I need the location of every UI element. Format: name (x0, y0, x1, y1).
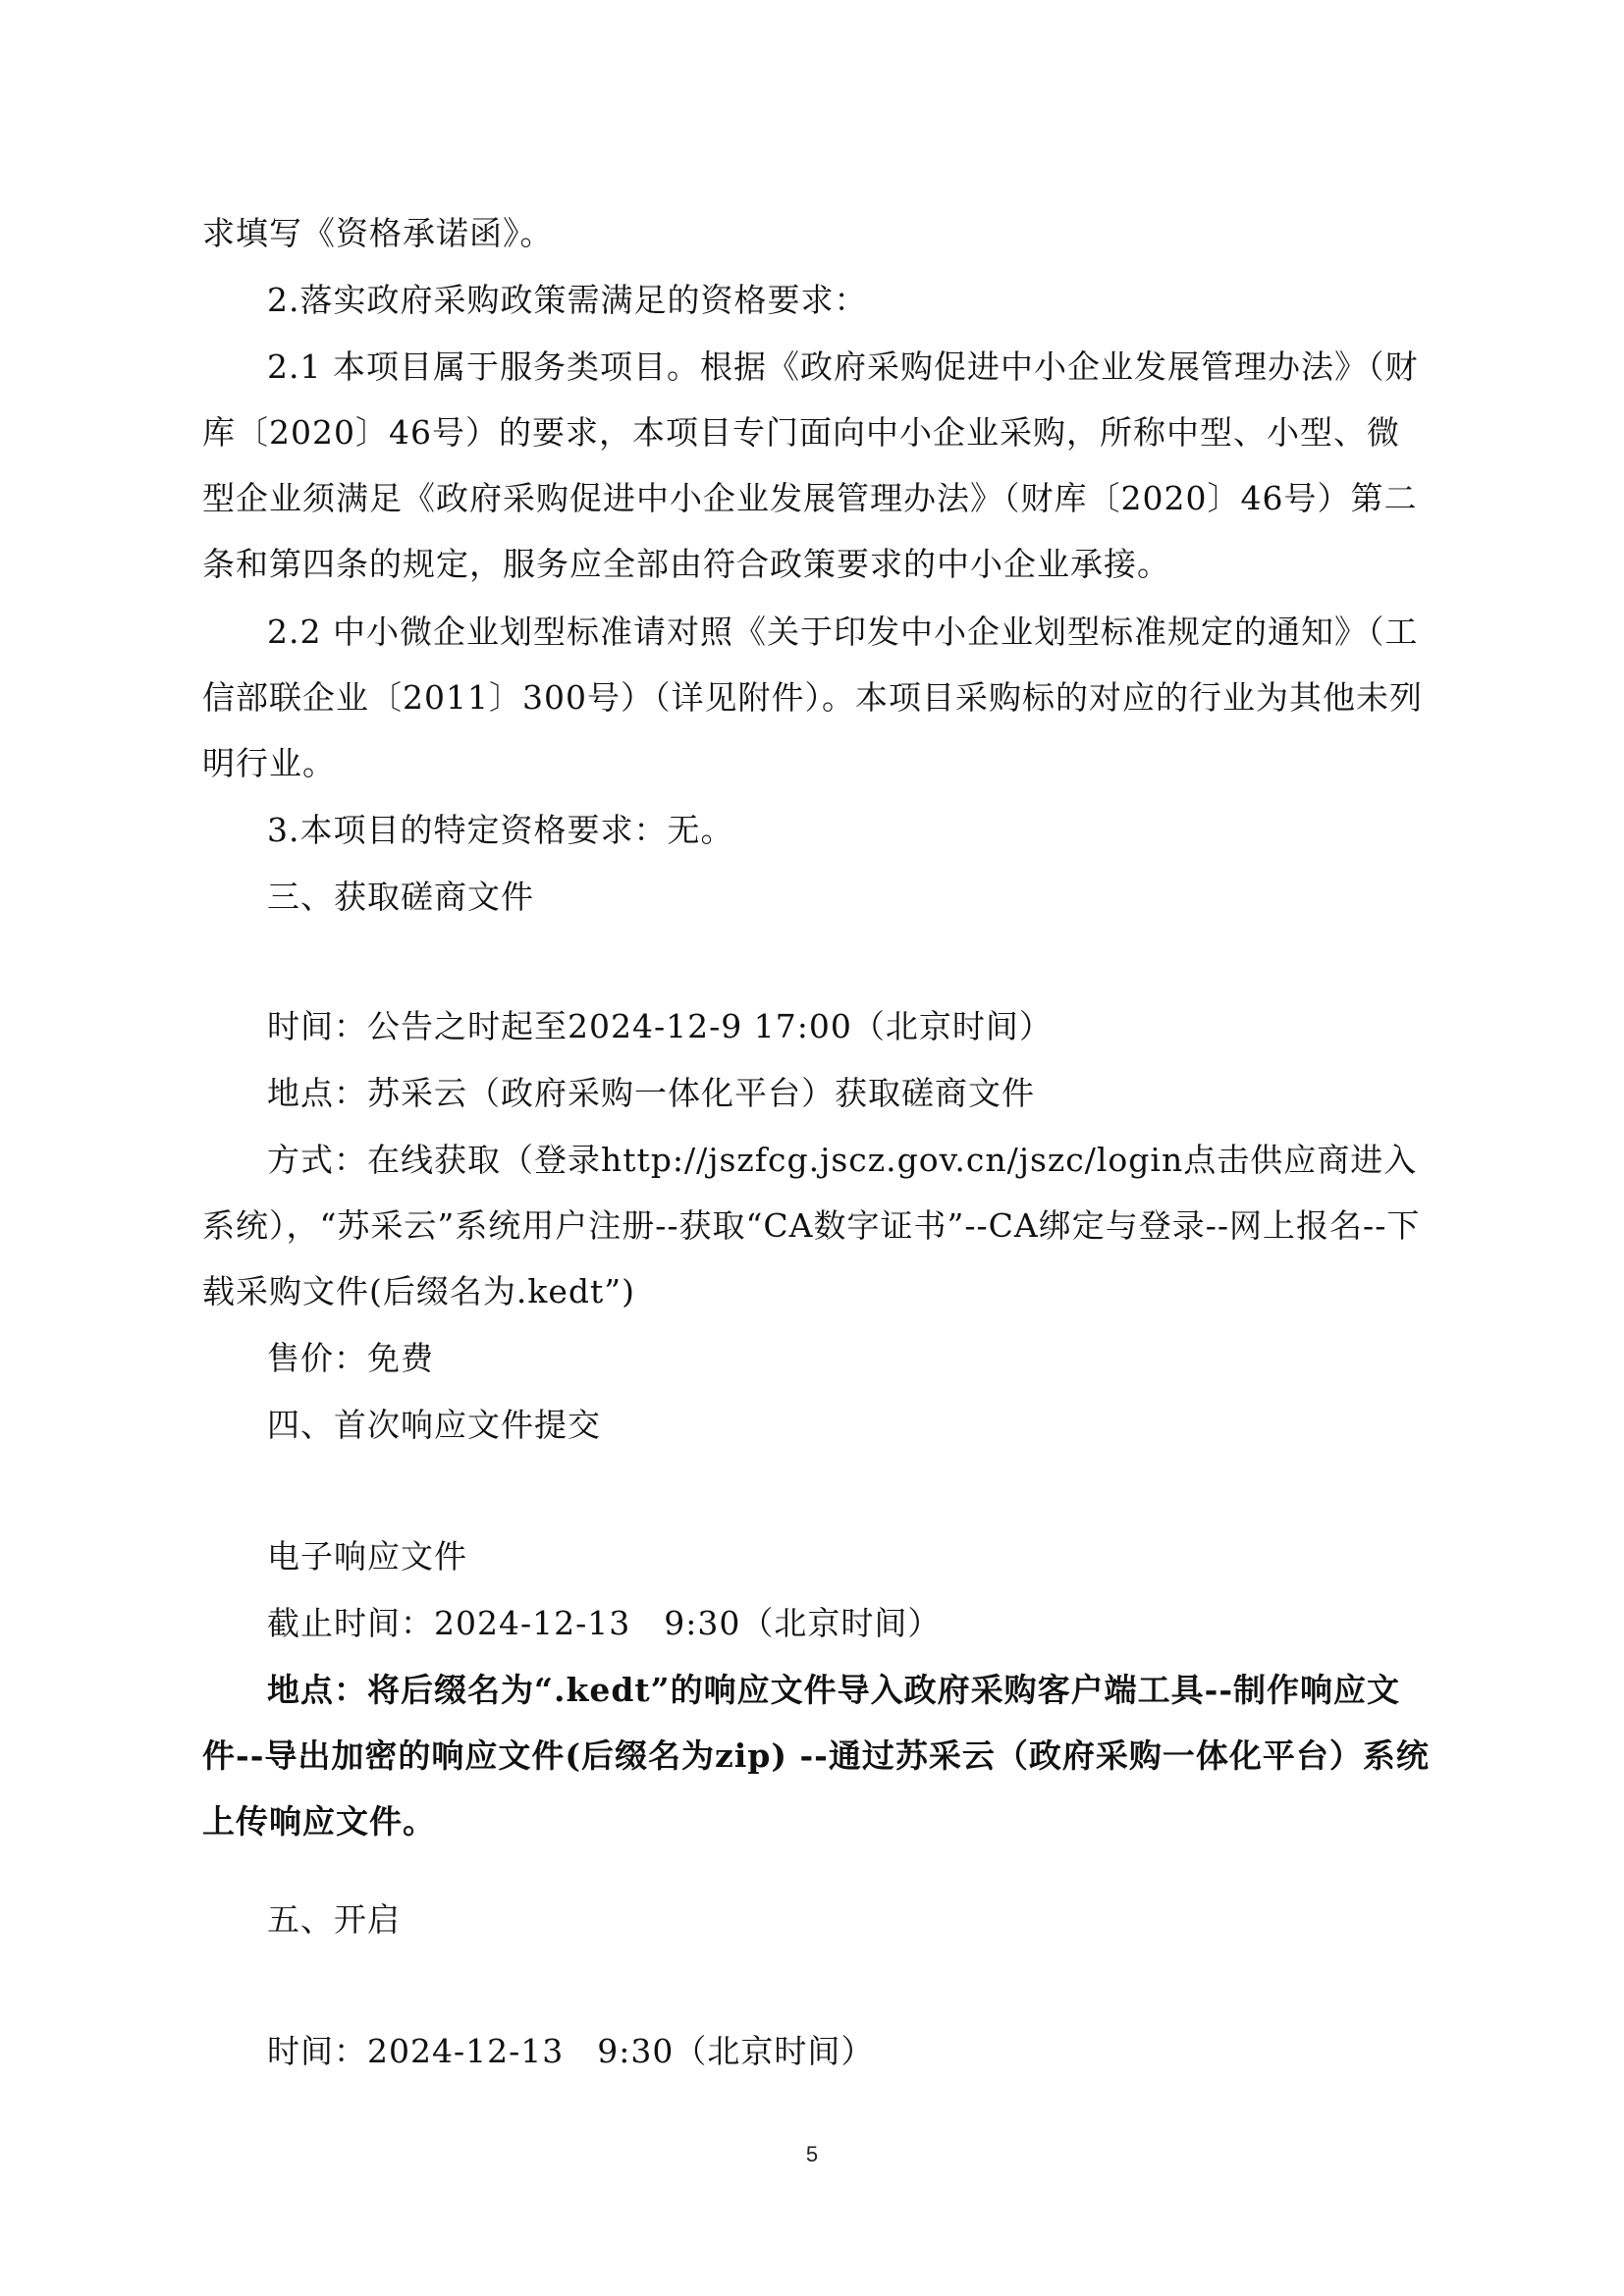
paragraph-submission-location: 地点：将后缀名为“.kedt”的响应文件导入政府采购客户端工具--制作响应文件--导出加密的响应文件(后缀名为zip) --通过苏采云（政府采购一体化平台）系统上传响应文件。 (202, 1671, 1430, 1841)
paragraph-2-2-classification: 2.2 中小微企业划型标准请对照《关于印发中小企业划型标准规定的通知》（工信部联企业〔2011〕300号）（详见附件）。本项目采购标的对应的行业为其他未列明行业。 (202, 613, 1423, 782)
heading-first-submission: 四、首次响应文件提交 (267, 1406, 601, 1444)
paragraph-electronic-response: 电子响应文件 (267, 1537, 467, 1575)
paragraph-deadline: 截止时间：2024-12-13 9:30（北京时间） (267, 1604, 942, 1642)
paragraph-obtain-time: 时间：公告之时起至2024-12-9 17:00（北京时间） (267, 1007, 1053, 1045)
paragraph-qualification-letter: 求填写《资格承诺函》。 (202, 214, 554, 252)
paragraph-2-1-sme: 2.1 本项目属于服务类项目。根据《政府采购促进中小企业发展管理办法》（财库〔2020〕46号）的要求，本项目专门面向中小企业采购，所称中型、小型、微型企业须满足《政府采购促进中小企业发展管理办法》（财库〔2020〕46号）第二条和第四条的规定，服务应全部由符合政策要求的中小企业承接。 (202, 347, 1419, 583)
paragraph-obtain-method: 方式：在线获取（登录http://jszfcg.jscz.gov.cn/jszc/login点击供应商进入系统），“苏采云”系统用户注册--获取“CA数字证书”--CA绑定与登录--网上报名--下载采购文件(后缀名为.kedt”) (202, 1141, 1421, 1310)
paragraph-policy-requirements: 2.落实政府采购政策需满足的资格要求： (267, 281, 868, 319)
paragraph-obtain-location: 地点：苏采云（政府采购一体化平台）获取磋商文件 (267, 1074, 1035, 1112)
heading-opening: 五、开启 (267, 1900, 401, 1939)
paragraph-price: 售价：免费 (267, 1339, 434, 1377)
page-number: 5 (805, 2142, 819, 2166)
heading-obtain-documents: 三、获取磋商文件 (267, 878, 534, 916)
paragraph-opening-time: 时间：2024-12-13 9:30（北京时间） (267, 2032, 875, 2070)
paragraph-3-special-requirements: 3.本项目的特定资格要求：无。 (267, 811, 734, 849)
